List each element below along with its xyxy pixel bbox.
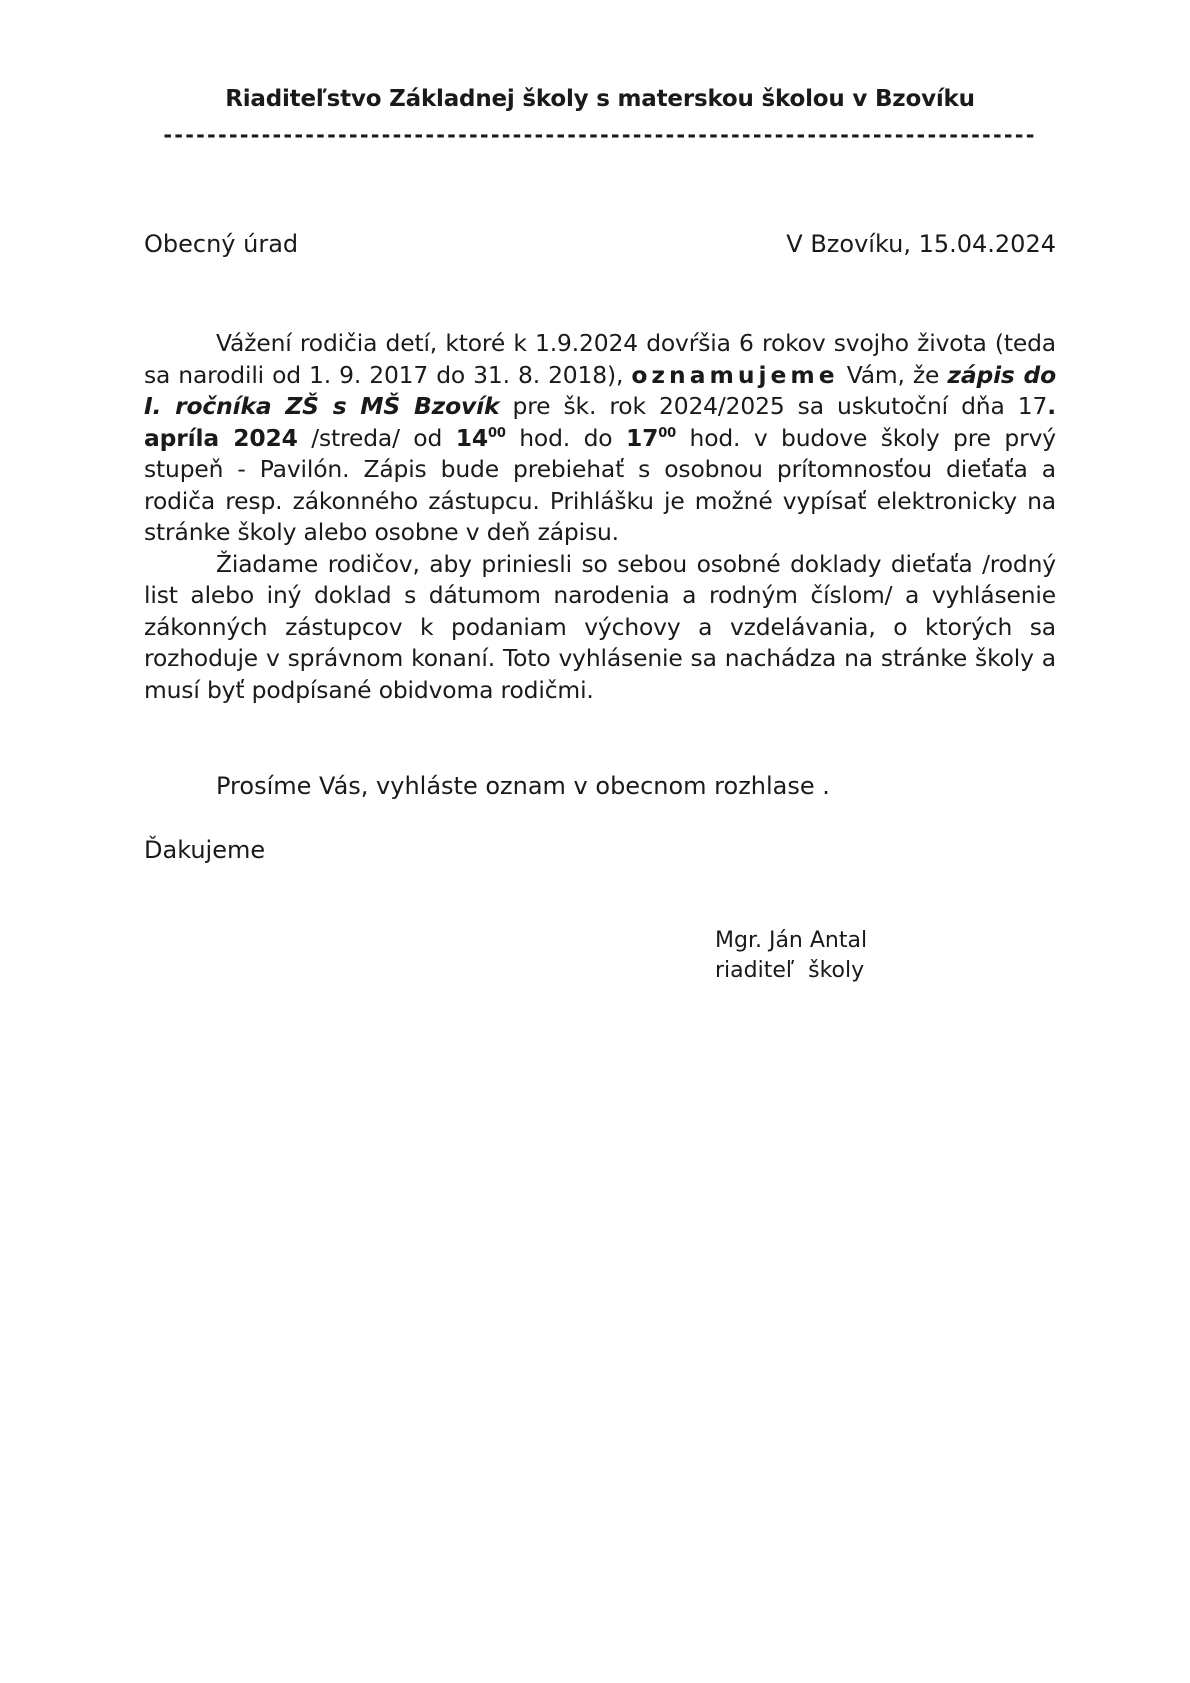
announcement-text-2: Vám, že xyxy=(838,360,948,389)
paragraph-announcement xyxy=(144,328,1056,549)
recipient: Obecný úrad xyxy=(144,230,299,258)
announcement-text-1: Vážení rodičia detí, ktoré k 1.9.2024 dovŕšia 6 rokov svojho života (teda sa narodili od 1. 9. 2017 do 31. 8. 2018), xyxy=(144,329,1056,389)
announcement-text-5: hod. do xyxy=(505,423,626,452)
broadcast-request: Prosíme Vás, vyhláste oznam v obecnom rozhlase . xyxy=(216,772,830,800)
thanks: Ďakujeme xyxy=(144,836,266,864)
announcement-text-6: hod. v budove školy pre prvý stupeň - Pavilón. Zápis bude prebiehať s osobnou prítomnosťou dieťaťa a rodiča resp. zákonného zástupcu. Prihlášku je možné vypísať elektronicky na stránke školy alebo osobne v deň zápisu. xyxy=(144,423,1056,546)
signatory-name: Mgr. Ján Antal xyxy=(715,928,868,953)
announcement-text-4: /streda/ od xyxy=(297,423,456,452)
end-hour: 17 xyxy=(625,423,659,452)
signature-block xyxy=(715,926,867,986)
start-minutes: 00 xyxy=(487,425,506,441)
place-date: V Bzovíku, 15.04.2024 xyxy=(786,230,1056,258)
address-row xyxy=(144,230,1056,258)
letterhead-title: Riaditeľstvo Základnej školy s materskou školou v Bzovíku xyxy=(225,86,975,112)
date-emphasis: . apríla 2024 xyxy=(144,392,1056,452)
paragraph-documents: Žiadame rodičov, aby priniesli so sebou osobné doklady dieťaťa /rodný list alebo iný doklad s dátumom narodenia a rodným číslom/ a vyhlásenie zákonných zástupcov k podaniam výchovy a vzdelávania, o ktorých sa rozhoduje v správnom konaní. Toto vyhlásenie sa nachádza na stránke školy a musí byť podpísané obidvoma rodičmi. xyxy=(144,549,1056,704)
end-minutes: 00 xyxy=(658,425,677,441)
announcement-text-3: pre šk. rok 2024/2025 sa uskutoční dňa 17 xyxy=(499,392,1048,420)
enrollment-emphasis: zápis do I. ročníka ZŠ s MŠ Bzovík xyxy=(144,360,1057,420)
signatory-role: riaditeľ školy xyxy=(715,958,865,983)
letter-body xyxy=(144,328,1056,706)
start-hour: 14 xyxy=(455,423,488,452)
letterhead-separator: -------------------------------------------------------------------------------- xyxy=(163,123,1037,147)
announce-emphasis: oznamujeme xyxy=(631,360,839,389)
